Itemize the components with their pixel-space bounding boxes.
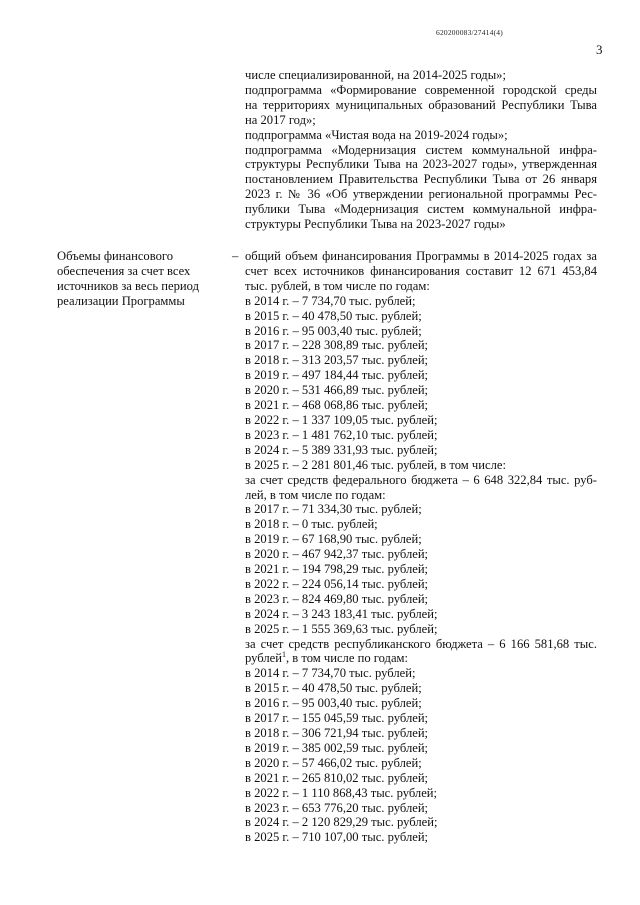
total-intro-line: тыс. рублей, в том числе по годам: — [245, 278, 430, 293]
text-line: 2023 г. № 36 «Об утверждении региональной программы Рес- — [245, 187, 597, 202]
year-amount-line: в 2018 г. – 313 203,57 тыс. рублей; — [245, 353, 429, 368]
text-line: на 2017 год»; — [245, 112, 316, 127]
year-amount-line: в 2017 г. – 228 308,89 тыс. рублей; — [245, 338, 429, 353]
year-amount-line: в 2014 г. – 7 734,70 тыс. рублей; — [245, 293, 416, 308]
year-amount-line: в 2017 г. – 155 045,59 тыс. рублей; — [245, 711, 429, 726]
republic-intro-text-rest: , в том числе по годам: — [285, 651, 409, 666]
republic-intro-line: за счет средств республиканского бюджета – 6 166 581,68 тыс. — [245, 636, 597, 651]
year-amount-line: в 2018 г. – 0 тыс. рублей; — [245, 517, 378, 532]
year-amount-line: в 2023 г. – 824 469,80 тыс. рублей; — [245, 591, 429, 606]
year-amount-line: в 2021 г. – 468 068,86 тыс. рублей; — [245, 398, 429, 413]
republic-intro-text: рублей — [245, 651, 282, 666]
year-amount-line: в 2024 г. – 5 389 331,93 тыс. рублей; — [245, 442, 438, 457]
year-amount-line: в 2015 г. – 40 478,50 тыс. рублей; — [245, 681, 422, 696]
text-line: подпрограмма «Формирование современной городской среды — [245, 82, 597, 97]
year-amount-line: в 2020 г. – 57 466,02 тыс. рублей; — [245, 755, 422, 770]
year-amount-line: в 2022 г. – 224 056,14 тыс. рублей; — [245, 576, 429, 591]
text-line: подпрограмма «Модернизация систем коммунальной инфра- — [245, 142, 597, 157]
document-id: 620200083/27414(4) — [436, 28, 503, 37]
year-amount-line: в 2020 г. – 467 942,37 тыс. рублей; — [245, 547, 429, 562]
year-amount-line: в 2021 г. – 265 810,02 тыс. рублей; — [245, 770, 429, 785]
year-amount-line: в 2025 г. – 710 107,00 тыс. рублей; — [245, 830, 429, 845]
republic-years-list — [245, 666, 597, 845]
federal-years-list — [245, 502, 597, 636]
text-line: подпрограмма «Чистая вода на 2019-2024 годы»; — [245, 127, 508, 142]
funding-section-label: Объемы финансового обеспечения за счет всех источников за весь период реализации Программы — [57, 249, 199, 308]
label-dash: – — [232, 249, 239, 263]
year-amount-line: в 2014 г. – 7 734,70 тыс. рублей; — [245, 666, 416, 681]
year-amount-line: в 2016 г. – 95 003,40 тыс. рублей; — [245, 696, 422, 711]
year-amount-line: в 2022 г. – 1 337 109,05 тыс. рублей; — [245, 412, 438, 427]
year-amount-line: в 2019 г. – 497 184,44 тыс. рублей; — [245, 368, 429, 383]
text-line: публики Тыва «Модернизация систем коммунальной инфра- — [245, 202, 597, 217]
year-amount-line: в 2020 г. – 531 466,89 тыс. рублей; — [245, 383, 429, 398]
text-line: на территориях муниципальных образований Республики Тыва — [245, 97, 597, 112]
year-amount-line: в 2022 г. – 1 110 868,43 тыс. рублей; — [245, 785, 438, 800]
year-amount-line: в 2015 г. – 40 478,50 тыс. рублей; — [245, 308, 422, 323]
text-line: структуры Республики Тыва на 2023-2027 годы», утвержденная — [245, 157, 597, 172]
text-line: числе специализированной, на 2014-2025 годы»; — [245, 68, 506, 82]
federal-intro-line: лей, в том числе по годам: — [245, 487, 386, 502]
year-amount-line: в 2025 г. – 2 281 801,46 тыс. рублей, в том числе: — [245, 457, 506, 472]
subprograms-list — [245, 68, 597, 232]
year-amount-line: в 2025 г. – 1 555 369,63 тыс. рублей; — [245, 621, 438, 636]
footnote-mark: 1 — [281, 650, 286, 660]
year-amount-line: в 2016 г. – 95 003,40 тыс. рублей; — [245, 323, 422, 338]
page-number: 3 — [596, 42, 603, 57]
year-amount-line: в 2018 г. – 306 721,94 тыс. рублей; — [245, 726, 429, 740]
year-amount-line: в 2021 г. – 194 798,29 тыс. рублей; — [245, 562, 429, 577]
federal-intro-line: за счет средств федерального бюджета – 6 648 322,84 тыс. руб- — [245, 472, 597, 487]
text-line: постановлением Правительства Республики Тыва от 26 января — [245, 172, 597, 187]
text-line: структуры Республики Тыва на 2023-2027 годы» — [245, 217, 506, 232]
funding-details — [245, 249, 597, 845]
year-amount-line: в 2023 г. – 1 481 762,10 тыс. рублей; — [245, 427, 438, 442]
year-amount-line: в 2024 г. – 3 243 183,41 тыс. рублей; — [245, 606, 438, 621]
total-years-list — [245, 294, 597, 473]
year-amount-line: в 2023 г. – 653 776,20 тыс. рублей; — [245, 800, 429, 815]
year-amount-line: в 2017 г. – 71 334,30 тыс. рублей; — [245, 502, 422, 517]
year-amount-line: в 2024 г. – 2 120 829,29 тыс. рублей; — [245, 815, 438, 830]
total-intro-line: общий объем финансирования Программы в 2014-2025 годах за — [245, 249, 597, 263]
total-intro-line: счет всех источников финансирования составит 12 671 453,84 — [245, 263, 597, 278]
year-amount-line: в 2019 г. – 385 002,59 тыс. рублей; — [245, 740, 429, 755]
republic-intro-line — [245, 651, 597, 666]
year-amount-line: в 2019 г. – 67 168,90 тыс. рублей; — [245, 532, 422, 547]
